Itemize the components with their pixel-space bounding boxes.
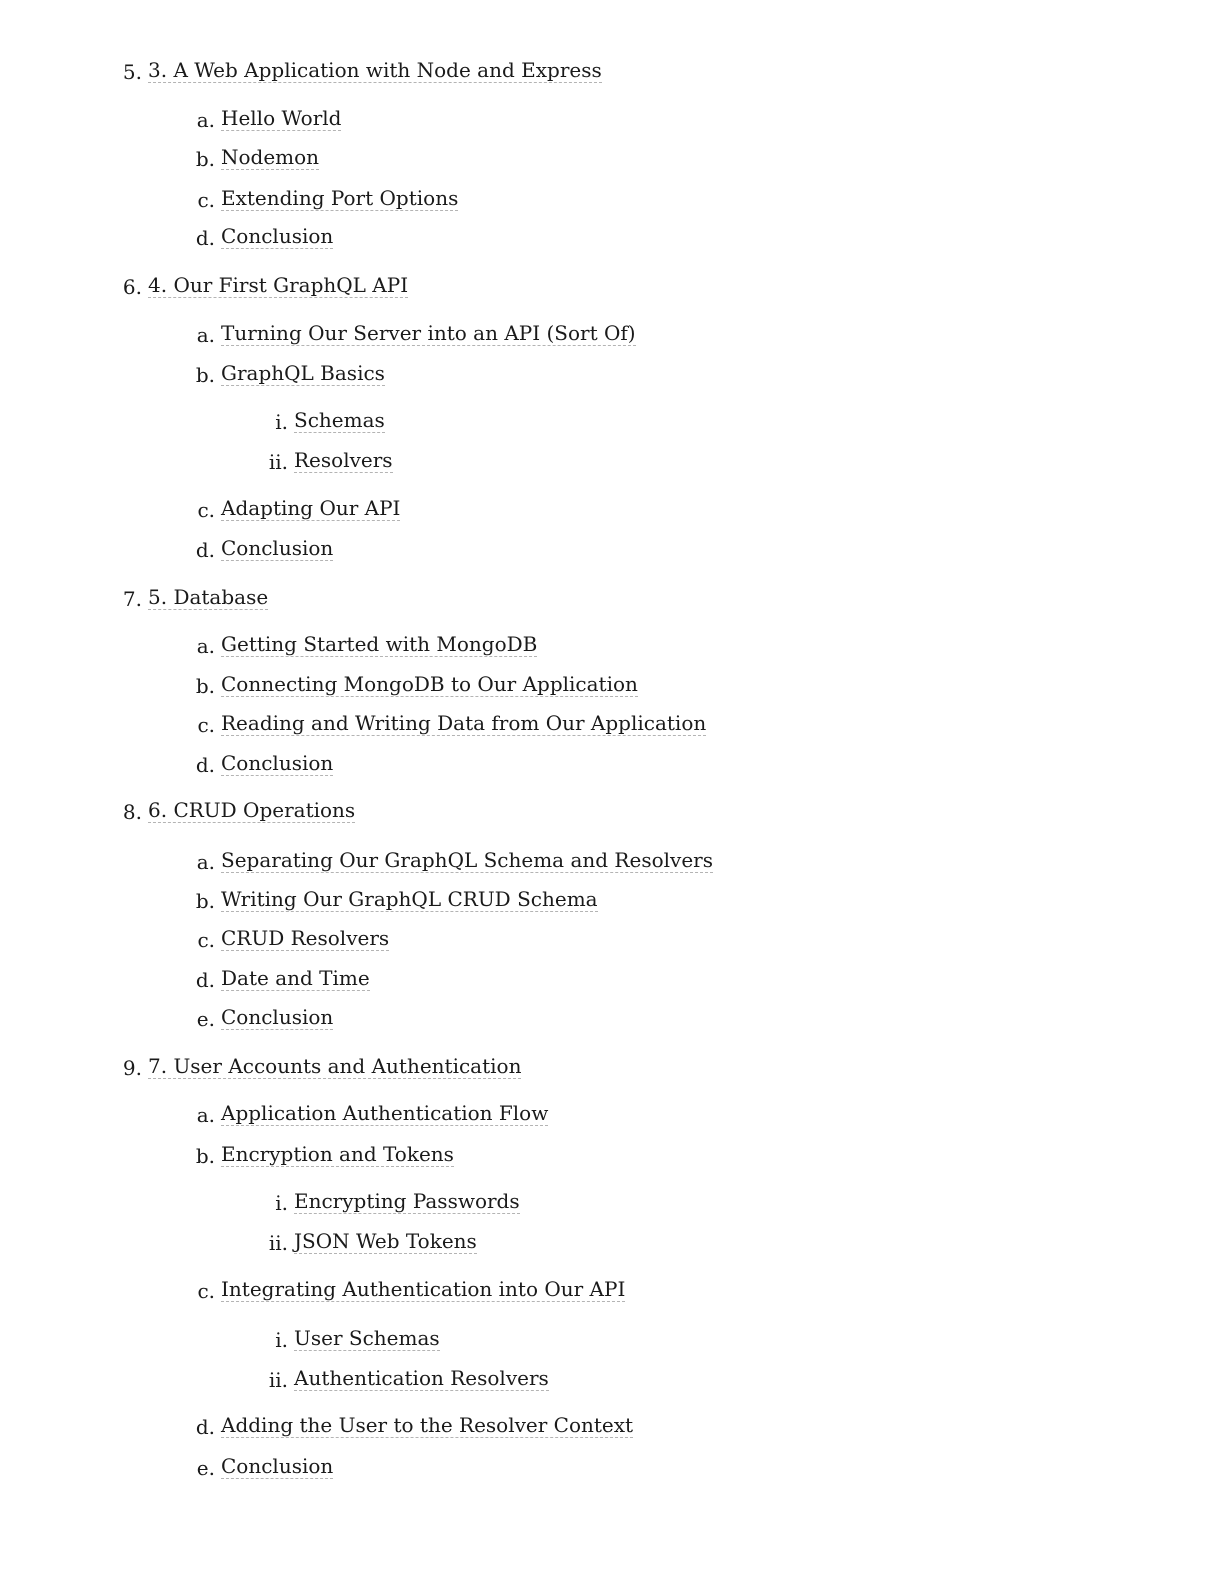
list-marker: c. (197, 713, 215, 737)
toc-link[interactable]: Resolvers (294, 448, 393, 472)
list-marker: d. (195, 226, 215, 250)
list-marker: i. (275, 1191, 288, 1215)
list-marker: a. (196, 323, 215, 347)
toc-link[interactable]: 6. CRUD Operations (148, 798, 356, 822)
list-marker: c. (197, 498, 215, 522)
list-marker: a. (196, 1103, 215, 1127)
list-marker: d. (195, 753, 215, 777)
list-marker: b. (195, 363, 215, 387)
toc-link[interactable]: Authentication Resolvers (294, 1366, 549, 1390)
list-marker: 5. (122, 60, 142, 84)
toc-link[interactable]: Extending Port Options (221, 186, 459, 210)
list-marker: b. (195, 147, 215, 171)
list-marker: 6. (122, 275, 142, 299)
toc-link[interactable]: Separating Our GraphQL Schema and Resolvers (221, 848, 713, 872)
list-marker: e. (196, 1456, 215, 1480)
toc-link[interactable]: JSON Web Tokens (294, 1229, 477, 1253)
toc-link[interactable]: Date and Time (221, 966, 370, 990)
list-marker: e. (196, 1007, 215, 1031)
toc-link[interactable]: Conclusion (221, 751, 334, 775)
toc-link[interactable]: Adding the User to the Resolver Context (221, 1413, 634, 1437)
toc-link[interactable]: Writing Our GraphQL CRUD Schema (221, 887, 598, 911)
toc-link[interactable]: CRUD Resolvers (221, 926, 390, 950)
list-marker: a. (196, 850, 215, 874)
toc-link[interactable]: 7. User Accounts and Authentication (148, 1054, 522, 1078)
toc-link[interactable]: Nodemon (221, 145, 320, 169)
toc-link[interactable]: Application Authentication Flow (221, 1101, 549, 1125)
list-marker: b. (195, 889, 215, 913)
list-marker: ii. (268, 1368, 288, 1392)
toc-link[interactable]: Encryption and Tokens (221, 1142, 454, 1166)
toc-link[interactable]: Conclusion (221, 536, 334, 560)
toc-link[interactable]: Hello World (221, 106, 342, 130)
list-marker: i. (275, 1328, 288, 1352)
list-marker: 9. (122, 1056, 142, 1080)
toc-link[interactable]: Connecting MongoDB to Our Application (221, 672, 638, 696)
list-marker: c. (197, 1279, 215, 1303)
list-marker: b. (195, 674, 215, 698)
list-marker: d. (195, 968, 215, 992)
list-marker: ii. (268, 450, 288, 474)
toc-link[interactable]: Conclusion (221, 1005, 334, 1029)
list-marker: b. (195, 1144, 215, 1168)
toc-link[interactable]: Integrating Authentication into Our API (221, 1277, 626, 1301)
toc-link[interactable]: 4. Our First GraphQL API (148, 273, 409, 297)
toc-link[interactable]: 5. Database (148, 585, 269, 609)
list-marker: d. (195, 1415, 215, 1439)
list-marker: d. (195, 538, 215, 562)
list-marker: 7. (122, 587, 142, 611)
toc-link[interactable]: Getting Started with MongoDB (221, 632, 538, 656)
toc-link[interactable]: Conclusion (221, 224, 334, 248)
toc-link[interactable]: User Schemas (294, 1326, 440, 1350)
toc-link[interactable]: Conclusion (221, 1454, 334, 1478)
list-marker: ii. (268, 1231, 288, 1255)
list-marker: c. (197, 188, 215, 212)
toc-link[interactable]: Adapting Our API (221, 496, 401, 520)
toc-link[interactable]: 3. A Web Application with Node and Express (148, 58, 602, 82)
list-marker: 8. (122, 800, 142, 824)
toc-link[interactable]: Turning Our Server into an API (Sort Of) (221, 321, 636, 345)
toc-link[interactable]: Reading and Writing Data from Our Application (221, 711, 707, 735)
list-marker: a. (196, 634, 215, 658)
list-marker: a. (196, 108, 215, 132)
toc-link[interactable]: Schemas (294, 408, 385, 432)
toc-link[interactable]: GraphQL Basics (221, 361, 385, 385)
list-marker: i. (275, 410, 288, 434)
toc-link[interactable]: Encrypting Passwords (294, 1189, 520, 1213)
list-marker: c. (197, 928, 215, 952)
